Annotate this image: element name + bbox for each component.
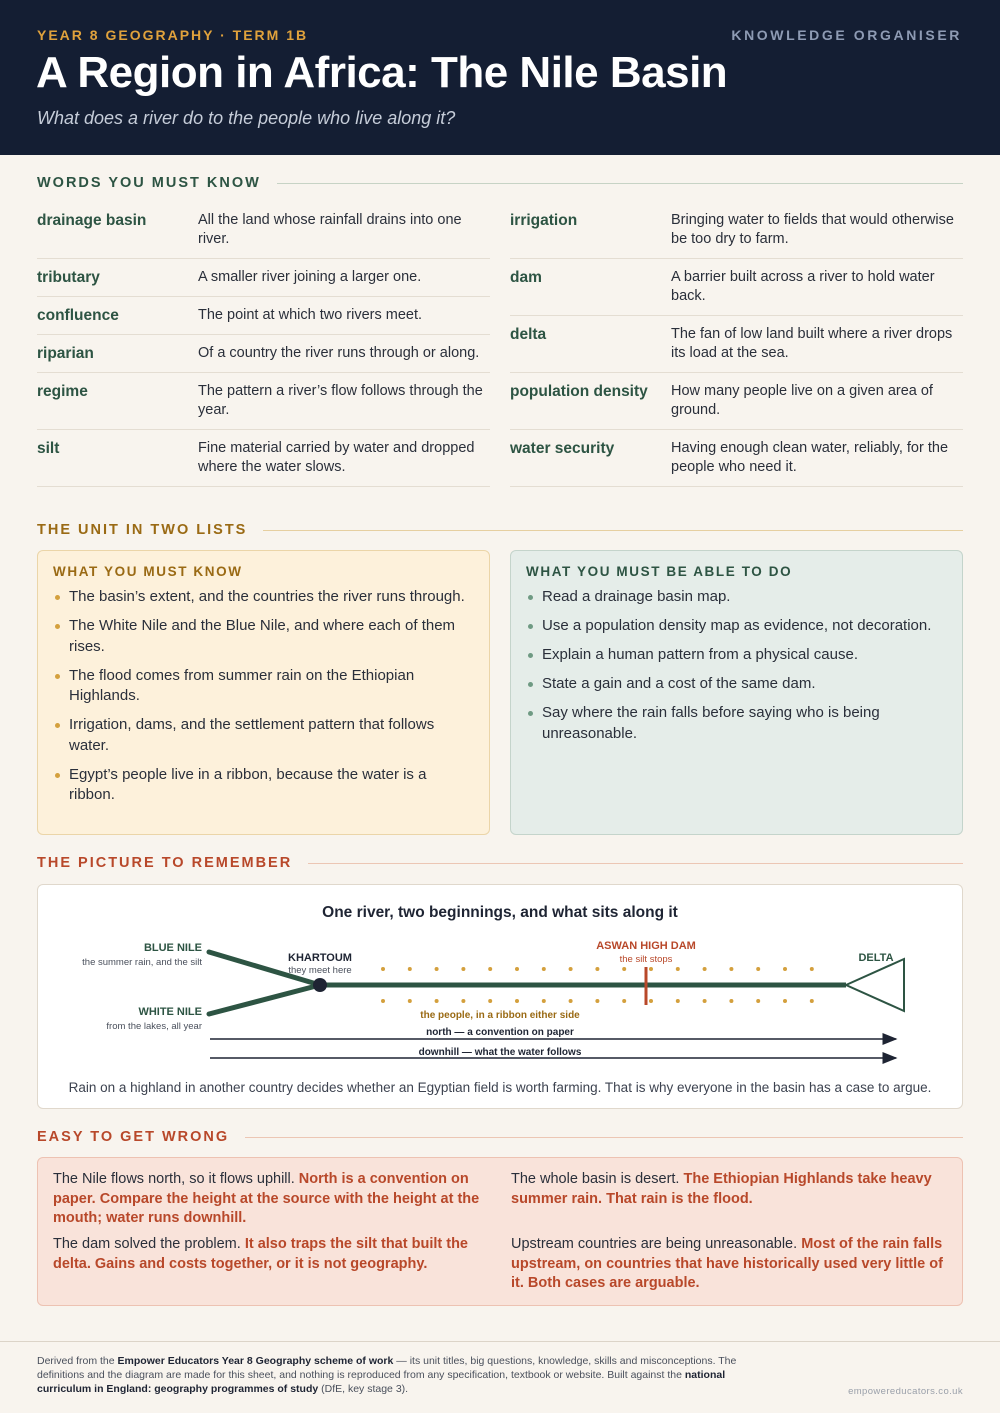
curriculum-name: national curriculum in England: geography programmes of study bbox=[37, 1369, 726, 1395]
misconception-claim: The whole basin is desert. bbox=[511, 1171, 680, 1187]
vocab-definition: Bringing water to fields that would otherwise be too dry to farm. bbox=[671, 212, 954, 247]
vocab-term: dam bbox=[510, 269, 542, 286]
list-item: Irrigation, dams, and the settlement pattern that follows water. bbox=[53, 715, 473, 756]
vocab-term: riparian bbox=[37, 345, 94, 362]
khartoum-sublabel: they meet here bbox=[288, 965, 352, 976]
people-dot bbox=[676, 999, 680, 1003]
able-to-do-heading: WHAT YOU MUST BE ABLE TO DO bbox=[526, 564, 793, 579]
misconception-correction: It also traps the silt that built the delta. Gains and costs together, or it is not geography. bbox=[53, 1236, 468, 1272]
vocab-definition: A barrier built across a river to hold water back. bbox=[671, 269, 935, 304]
vocab-row bbox=[37, 430, 490, 487]
vocab-list-right bbox=[510, 202, 963, 487]
list-item: State a gain and a cost of the same dam. bbox=[526, 674, 946, 695]
vocab-section-heading bbox=[37, 175, 963, 191]
north-arrow-label: north — a convention on paper bbox=[426, 1027, 574, 1038]
vocab-definition: How many people live on a given area of ground. bbox=[671, 383, 933, 418]
people-dot bbox=[595, 967, 599, 971]
vocab-definition: All the land whose rainfall drains into one river. bbox=[198, 212, 462, 247]
vocab-term: irrigation bbox=[510, 212, 578, 229]
vocab-row bbox=[510, 430, 963, 487]
vocab-definition: The pattern a river’s flow follows through the year. bbox=[198, 383, 483, 418]
vocab-definition: The point at which two rivers meet. bbox=[198, 307, 423, 323]
vocab-definition: A smaller river joining a larger one. bbox=[198, 269, 422, 285]
vocab-row bbox=[510, 316, 963, 373]
diagram-caption: Rain on a highland in another country decides whether an Egyptian field is worth farming. That is why everyone in the basin has a case to argue. bbox=[68, 1080, 932, 1095]
divider bbox=[263, 530, 963, 531]
vocab-definition: Of a country the river runs through or along. bbox=[198, 345, 480, 361]
people-dot bbox=[756, 967, 760, 971]
people-dot bbox=[435, 967, 439, 971]
misconceptions-heading-label: EASY TO GET WRONG bbox=[37, 1129, 230, 1145]
people-dot bbox=[488, 967, 492, 971]
lists-section-heading bbox=[37, 522, 963, 538]
people-dot bbox=[622, 967, 626, 971]
vocab-term: population density bbox=[510, 383, 648, 400]
people-dot bbox=[381, 967, 385, 971]
page-title: A Region in Africa: The Nile Basin bbox=[36, 48, 728, 97]
course-kicker: YEAR 8 GEOGRAPHY · TERM 1B bbox=[37, 27, 309, 43]
people-dot bbox=[542, 999, 546, 1003]
vocab-heading-label: WORDS YOU MUST KNOW bbox=[37, 175, 261, 191]
misconception-correction: The Ethiopian Highlands take heavy summer rain. That rain is the flood. bbox=[511, 1171, 932, 1207]
vocab-definition: The fan of low land built where a river drops its load at the sea. bbox=[671, 326, 953, 361]
people-dot bbox=[810, 967, 814, 971]
document-type-badge: KNOWLEDGE ORGANISER bbox=[731, 27, 962, 43]
vocab-term: drainage basin bbox=[37, 212, 147, 229]
vocab-row bbox=[510, 259, 963, 316]
vocab-term: regime bbox=[37, 383, 88, 400]
people-dot bbox=[729, 967, 733, 971]
vocab-definition: Having enough clean water, reliably, for the people who need it. bbox=[671, 440, 949, 475]
people-dot bbox=[703, 967, 707, 971]
vocab-row bbox=[37, 373, 490, 430]
misconception-claim: Upstream countries are being unreasonable. bbox=[511, 1236, 798, 1252]
people-dot bbox=[729, 999, 733, 1003]
footer-attribution bbox=[37, 1354, 737, 1396]
misconception-claim: The Nile flows north, so it flows uphill. bbox=[53, 1171, 295, 1187]
misconception-correction: North is a convention on paper. Compare the height at the source with the height at the mouth; water runs downhill. bbox=[53, 1171, 480, 1226]
people-dot bbox=[783, 999, 787, 1003]
vocab-list-left bbox=[37, 202, 490, 487]
misconception-correction: Most of the rain falls upstream, on countries that have historically used very little of it. Both cases are arguable. bbox=[511, 1236, 943, 1291]
people-dot bbox=[649, 967, 653, 971]
able-to-do-list bbox=[526, 587, 946, 753]
people-dot bbox=[595, 999, 599, 1003]
people-dot bbox=[408, 999, 412, 1003]
aswan-label: ASWAN HIGH DAM bbox=[596, 940, 696, 952]
people-dot bbox=[542, 967, 546, 971]
people-dot bbox=[676, 967, 680, 971]
misconception-item bbox=[511, 1235, 943, 1294]
people-dot bbox=[756, 999, 760, 1003]
vocab-term: silt bbox=[37, 440, 60, 457]
lists-heading-label: THE UNIT IN TWO LISTS bbox=[37, 522, 248, 538]
misconception-item bbox=[53, 1235, 485, 1274]
list-item: Explain a human pattern from a physical cause. bbox=[526, 645, 946, 666]
people-dot bbox=[810, 999, 814, 1003]
people-dot bbox=[515, 967, 519, 971]
vocab-term: delta bbox=[510, 326, 547, 343]
list-item: Use a population density map as evidence, not decoration. bbox=[526, 616, 946, 637]
list-item: Read a drainage basin map. bbox=[526, 587, 946, 608]
vocab-row bbox=[37, 297, 490, 335]
picture-section-heading bbox=[37, 855, 963, 871]
list-item: Egypt’s people live in a ribbon, because the water is a ribbon. bbox=[53, 765, 473, 806]
white-nile-line bbox=[209, 985, 320, 1014]
able-to-do-panel bbox=[510, 550, 963, 835]
misconceptions-section-heading bbox=[37, 1129, 963, 1145]
vocab-row bbox=[37, 259, 490, 297]
people-dot bbox=[649, 999, 653, 1003]
misconception-item bbox=[53, 1170, 485, 1229]
divider bbox=[308, 863, 963, 864]
must-know-panel bbox=[37, 550, 490, 835]
footer-website: empowereducators.co.uk bbox=[848, 1386, 963, 1397]
divider bbox=[245, 1137, 963, 1138]
khartoum-label: KHARTOUM bbox=[288, 952, 352, 964]
people-ribbon-label: the people, in a ribbon either side bbox=[420, 1010, 580, 1021]
list-item: The flood comes from summer rain on the Ethiopian Highlands. bbox=[53, 666, 473, 707]
footer-text: Derived from the bbox=[37, 1355, 118, 1367]
page-subtitle: What does a river do to the people who live along it? bbox=[37, 108, 456, 128]
picture-heading-label: THE PICTURE TO REMEMBER bbox=[37, 855, 293, 871]
list-item: Say where the rain falls before saying who is being unreasonable. bbox=[526, 703, 946, 744]
vocab-row bbox=[37, 335, 490, 373]
people-dot bbox=[515, 999, 519, 1003]
vocab-term: confluence bbox=[37, 307, 119, 324]
footer-text: (DfE, key stage 3). bbox=[318, 1383, 409, 1395]
downhill-arrow-label: downhill — what the water follows bbox=[418, 1047, 582, 1058]
vocab-row bbox=[37, 202, 490, 259]
people-dot bbox=[408, 967, 412, 971]
nile-diagram-panel bbox=[37, 884, 963, 1109]
people-dot bbox=[435, 999, 439, 1003]
list-item: The White Nile and the Blue Nile, and where each of them rises. bbox=[53, 616, 473, 657]
footer-divider bbox=[0, 1341, 1000, 1342]
vocab-definition: Fine material carried by water and dropped where the water slows. bbox=[198, 440, 475, 475]
misconception-item bbox=[511, 1170, 943, 1209]
divider bbox=[277, 183, 963, 184]
delta-label: DELTA bbox=[858, 952, 894, 964]
people-dot bbox=[622, 999, 626, 1003]
delta-triangle bbox=[846, 959, 904, 1011]
vocab-term: tributary bbox=[37, 269, 100, 286]
must-know-heading: WHAT YOU MUST KNOW bbox=[53, 564, 243, 579]
khartoum-confluence-point bbox=[313, 978, 327, 992]
white-nile-sublabel: from the lakes, all year bbox=[106, 1021, 202, 1032]
white-nile-label: WHITE NILE bbox=[138, 1006, 202, 1018]
misconceptions-panel bbox=[37, 1157, 963, 1306]
scheme-of-work-name: Empower Educators Year 8 Geography scheme of work bbox=[117, 1355, 394, 1367]
people-dot bbox=[783, 967, 787, 971]
aswan-sublabel: the silt stops bbox=[619, 954, 673, 965]
page-header bbox=[0, 0, 1000, 155]
people-dot bbox=[569, 999, 573, 1003]
list-item: The basin’s extent, and the countries the river runs through. bbox=[53, 587, 473, 608]
people-dot bbox=[381, 999, 385, 1003]
misconception-claim: The dam solved the problem. bbox=[53, 1236, 241, 1252]
blue-nile-label: BLUE NILE bbox=[143, 942, 202, 954]
diagram-title: One river, two beginnings, and what sits along it bbox=[322, 904, 678, 921]
vocab-term: water security bbox=[510, 440, 615, 457]
vocab-row bbox=[510, 373, 963, 430]
people-dot bbox=[461, 967, 465, 971]
blue-nile-sublabel: the summer rain, and the silt bbox=[82, 957, 202, 968]
people-dot bbox=[461, 999, 465, 1003]
people-dot bbox=[703, 999, 707, 1003]
nile-diagram bbox=[38, 885, 962, 1108]
footer-text: — its unit titles, big questions, knowledge, skills and misconceptions. The definitions and the diagram are made for this sheet, and nothing is reproduced from any specification, textbook or website. Built against the bbox=[37, 1355, 737, 1381]
must-know-list bbox=[53, 587, 473, 814]
vocab-row bbox=[510, 202, 963, 259]
people-dot bbox=[488, 999, 492, 1003]
people-dot bbox=[569, 967, 573, 971]
